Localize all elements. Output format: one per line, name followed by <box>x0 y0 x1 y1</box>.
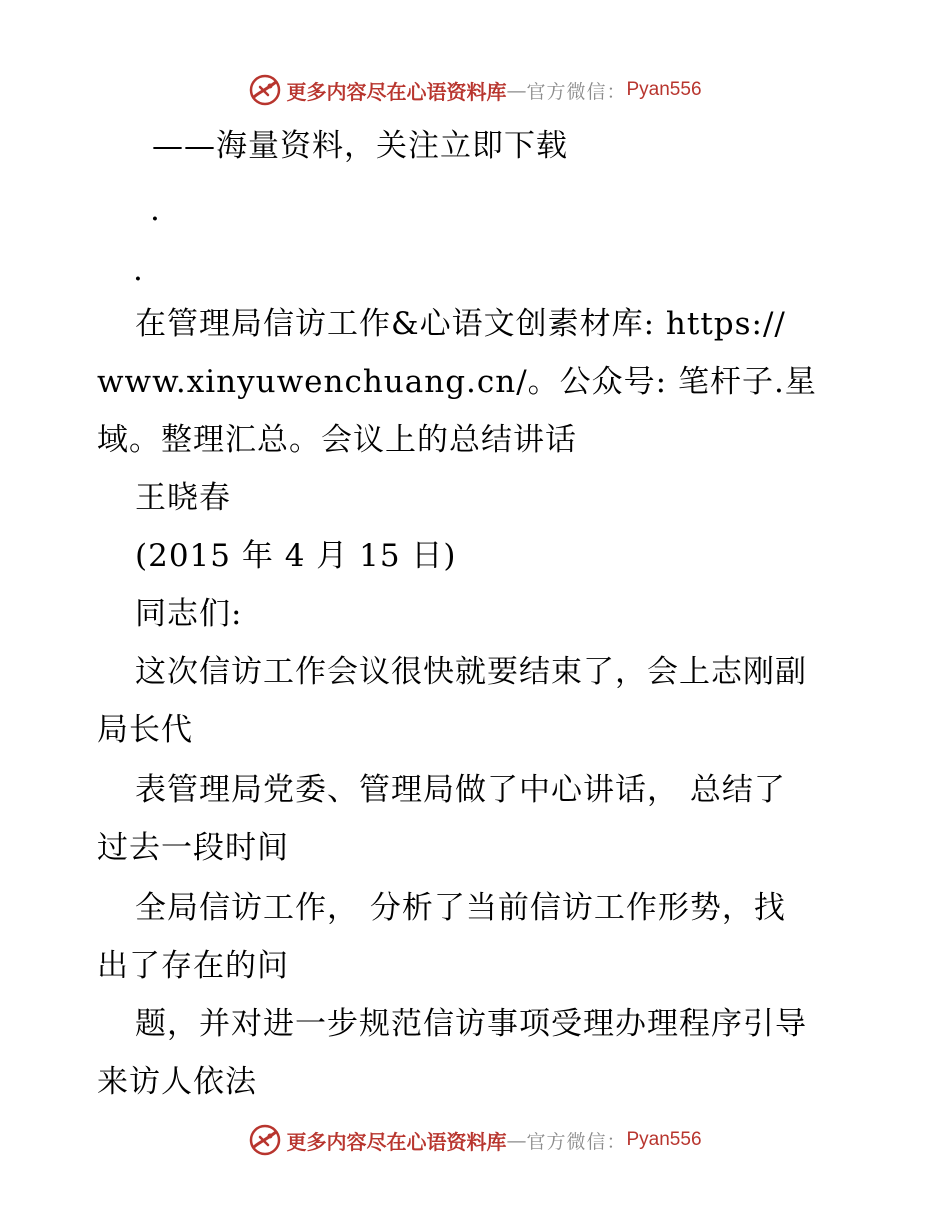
salutation: 同志们: <box>135 596 243 632</box>
banner-separator: — <box>506 1128 527 1152</box>
banner-title: 更多内容尽在心语资料库 <box>286 1129 507 1154</box>
footer-banner <box>0 1120 950 1160</box>
paragraph-line: 过去一段时间 <box>97 830 289 866</box>
paragraph-line: 这次信访工作会议很快就要结束了，会上志刚副 <box>135 654 807 690</box>
header-banner <box>0 70 950 110</box>
paragraph-line: 局长代 <box>97 712 193 748</box>
banner-wechat-id: Pyan556 <box>626 79 702 100</box>
paragraph-line: 题，并对进一步规范信访事项受理办理程序引导 <box>135 1006 807 1042</box>
paragraph-line: 域。整理汇总。会议上的总结讲话 <box>97 422 577 458</box>
pen-logo-icon <box>248 73 282 107</box>
banner-wechat-id: Pyan556 <box>626 1129 702 1150</box>
speech-date: (2015 年 4 月 15 日) <box>135 538 457 574</box>
paragraph-line: www.xinyuwenchuang.cn/。公众号: 笔杆子.星 <box>97 364 817 400</box>
banner-separator: — <box>506 78 527 102</box>
banner-wechat-label: 官方微信： <box>526 1130 627 1153</box>
paragraph-line: 来访人依法 <box>97 1064 257 1100</box>
dot-line: . <box>150 192 161 228</box>
paragraph-line: 表管理局党委、管理局做了中心讲话， 总结了 <box>135 772 786 808</box>
author-name: 王晓春 <box>135 480 231 516</box>
pen-logo-icon <box>248 1123 282 1157</box>
paragraph-line: 在管理局信访工作&心语文创素材库: https:// <box>135 306 786 342</box>
banner-title: 更多内容尽在心语资料库 <box>286 79 507 104</box>
paragraph-line: 出了存在的问 <box>97 948 289 984</box>
banner-wechat-label: 官方微信： <box>526 80 627 103</box>
paragraph-line: 全局信访工作， 分析了当前信访工作形势，找 <box>135 890 786 926</box>
dot-line: . <box>133 252 144 288</box>
tagline: ——海量资料，关注立即下载 <box>152 128 568 164</box>
